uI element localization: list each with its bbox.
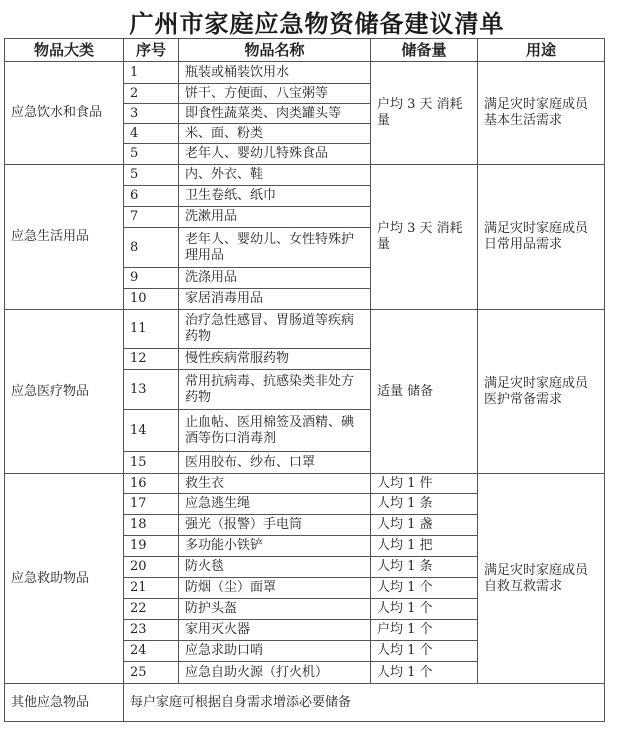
item-number: 19 xyxy=(124,536,179,557)
item-number: 10 xyxy=(124,289,179,310)
item-number: 8 xyxy=(124,228,179,268)
item-name: 常用抗病毒、抗感染类非处方药物 xyxy=(179,370,371,410)
item-name: 家用灭火器 xyxy=(179,620,371,641)
item-name: 瓶装或桶装饮用水 xyxy=(179,62,371,84)
item-number: 11 xyxy=(124,310,179,349)
item-number: 2 xyxy=(124,84,179,104)
other-description: 每户家庭可根据自身需求增添必要储备 xyxy=(124,684,605,722)
item-name: 防烟（尘）面罩 xyxy=(179,578,371,599)
item-name: 强光（报警）手电筒 xyxy=(179,515,371,536)
item-number: 12 xyxy=(124,349,179,370)
item-number: 18 xyxy=(124,515,179,536)
quantity-cell: 人均 1 件 xyxy=(371,474,478,494)
quantity-cell: 人均 1 个 xyxy=(371,662,478,684)
item-name: 洗漱用品 xyxy=(179,207,371,228)
item-number: 7 xyxy=(124,207,179,228)
table-header-row xyxy=(5,39,605,62)
quantity-cell: 户均 1 个 xyxy=(371,620,478,641)
item-number: 4 xyxy=(124,124,179,144)
quantity-cell: 人均 1 条 xyxy=(371,557,478,578)
quantity-cell: 人均 1 个 xyxy=(371,578,478,599)
item-number: 16 xyxy=(124,474,179,494)
quantity-cell: 人均 1 条 xyxy=(371,494,478,515)
item-name: 治疗急性感冒、胃肠道等疾病药物 xyxy=(179,310,371,349)
quantity-cell: 人均 1 个 xyxy=(371,641,478,662)
table-row-other xyxy=(5,684,605,722)
item-name: 多功能小铁铲 xyxy=(179,536,371,557)
item-name: 家居消毒用品 xyxy=(179,289,371,310)
item-number: 25 xyxy=(124,662,179,684)
purpose-cell: 满足灾时家庭成员基本生活需求 xyxy=(478,62,605,165)
item-number: 24 xyxy=(124,641,179,662)
category-cell: 应急生活用品 xyxy=(5,165,124,310)
item-name: 医用胶布、纱布、口罩 xyxy=(179,452,371,474)
item-name: 止血帖、医用棉签及酒精、碘酒等伤口消毒剂 xyxy=(179,410,371,452)
table-row xyxy=(5,165,605,186)
document-title: 广州市家庭应急物资储备建议清单 xyxy=(129,10,505,38)
item-name: 老年人、婴幼儿特殊食品 xyxy=(179,144,371,165)
item-name: 应急逃生绳 xyxy=(179,494,371,515)
header-name: 物品名称 xyxy=(179,39,371,62)
quantity-cell: 户均 3 天 消耗量 xyxy=(371,165,478,310)
category-cell: 应急饮水和食品 xyxy=(5,62,124,165)
quantity-cell: 人均 1 把 xyxy=(371,536,478,557)
table-body xyxy=(5,62,605,722)
item-name: 老年人、婴幼儿、女性特殊护理用品 xyxy=(179,228,371,268)
header-purpose: 用途 xyxy=(478,39,605,62)
purpose-cell: 满足灾时家庭成员自救互救需求 xyxy=(478,474,605,684)
item-name: 洗涤用品 xyxy=(179,268,371,289)
header-quantity: 储备量 xyxy=(371,39,478,62)
quantity-cell: 适量 储备 xyxy=(371,310,478,474)
item-name: 防护头盔 xyxy=(179,599,371,620)
item-name: 救生衣 xyxy=(179,474,371,494)
item-name: 即食性蔬菜类、肉类罐头等 xyxy=(179,104,371,124)
quantity-cell: 人均 1 盏 xyxy=(371,515,478,536)
item-number: 5 xyxy=(124,165,179,186)
purpose-cell: 满足灾时家庭成员日常用品需求 xyxy=(478,165,605,310)
category-cell: 应急救助物品 xyxy=(5,474,124,684)
purpose-cell: 满足灾时家庭成员医护常备需求 xyxy=(478,310,605,474)
item-name: 饼干、方便面、八宝粥等 xyxy=(179,84,371,104)
category-cell: 应急医疗物品 xyxy=(5,310,124,474)
item-number: 13 xyxy=(124,370,179,410)
item-number: 22 xyxy=(124,599,179,620)
header-category: 物品大类 xyxy=(5,39,124,62)
item-number: 6 xyxy=(124,186,179,207)
item-name: 卫生卷纸、纸巾 xyxy=(179,186,371,207)
item-number: 5 xyxy=(124,144,179,165)
item-name: 米、面、粉类 xyxy=(179,124,371,144)
item-number: 23 xyxy=(124,620,179,641)
item-number: 9 xyxy=(124,268,179,289)
item-number: 1 xyxy=(124,62,179,84)
supply-table xyxy=(4,38,605,722)
item-name: 应急求助口哨 xyxy=(179,641,371,662)
item-number: 17 xyxy=(124,494,179,515)
quantity-cell: 户均 3 天 消耗量 xyxy=(371,62,478,165)
item-number: 20 xyxy=(124,557,179,578)
item-number: 15 xyxy=(124,452,179,474)
table-row xyxy=(5,62,605,84)
table-row xyxy=(5,474,605,494)
item-number: 3 xyxy=(124,104,179,124)
item-name: 内、外衣、鞋 xyxy=(179,165,371,186)
item-name: 慢性疾病常服药物 xyxy=(179,349,371,370)
item-number: 14 xyxy=(124,410,179,452)
quantity-cell: 人均 1 个 xyxy=(371,599,478,620)
category-cell: 其他应急物品 xyxy=(5,684,124,722)
item-name: 防火毯 xyxy=(179,557,371,578)
item-number: 21 xyxy=(124,578,179,599)
header-number: 序号 xyxy=(124,39,179,62)
table-row xyxy=(5,310,605,349)
item-name: 应急自助火源（打火机） xyxy=(179,662,371,684)
